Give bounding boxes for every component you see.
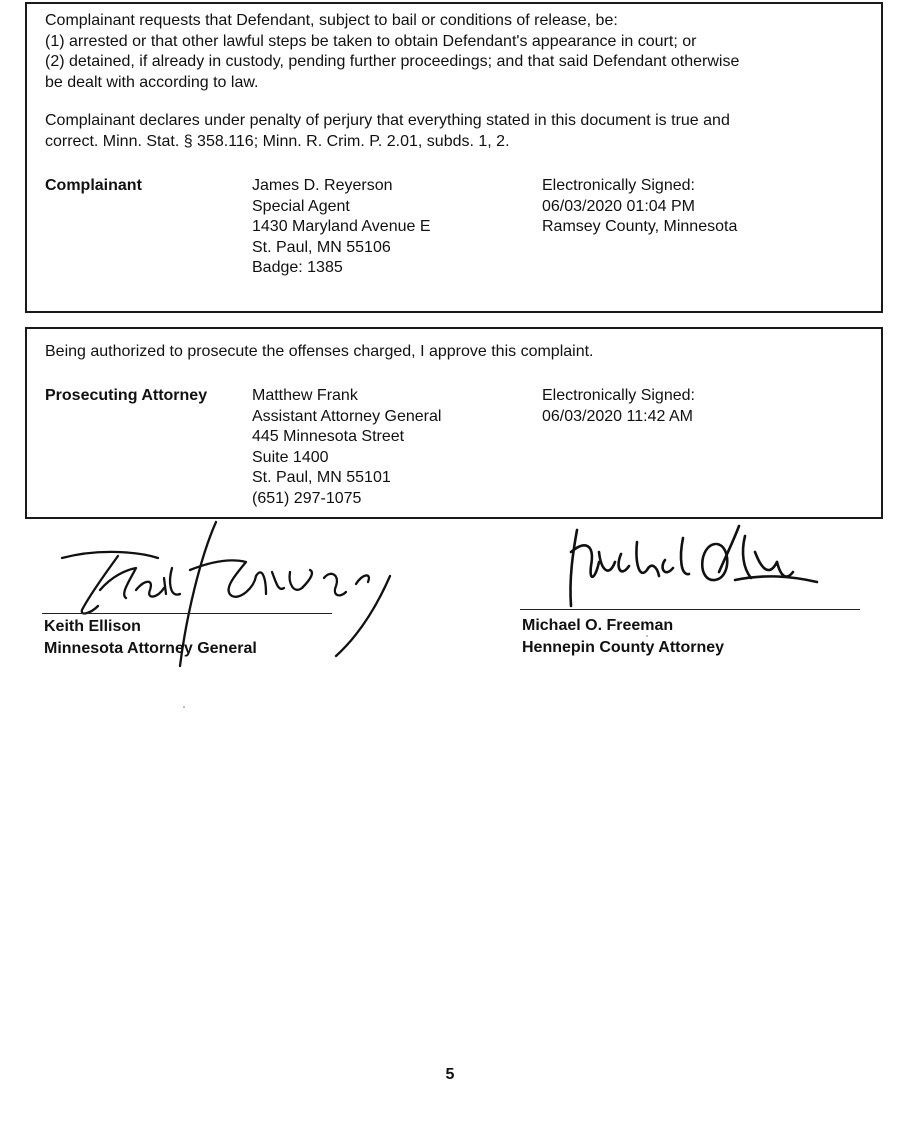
complainant-city: St. Paul, MN 55106: [252, 238, 391, 256]
approval-text: Being authorized to prosecute the offenses charged, I approve this complaint.: [45, 343, 594, 360]
declaration-line: Complainant declares under penalty of perjury that everything stated in this document is true and: [45, 112, 730, 129]
prosecutor-e-signature: [542, 386, 695, 427]
request-line: (1) arrested or that other lawful steps be taken to obtain Defendant's appearance in court; or: [45, 32, 697, 50]
prosecutor-phone: (651) 297-1075: [252, 489, 362, 507]
keith-ellison-title: Minnesota Attorney General: [44, 640, 257, 657]
prosecuting-attorney-label: Prosecuting Attorney: [45, 387, 208, 404]
michael-freeman-title: Hennepin County Attorney: [522, 639, 725, 656]
keith-ellison-name: Keith Ellison: [44, 618, 141, 635]
prosecutor-title: Assistant Attorney General: [252, 407, 442, 425]
page-number: 5: [445, 1066, 455, 1083]
e-signed-location: Ramsey County, Minnesota: [542, 218, 738, 235]
complainant-street: 1430 Maryland Avenue E: [252, 218, 431, 235]
scan-speck: [646, 635, 648, 637]
michael-freeman-name: Michael O. Freeman: [522, 617, 674, 634]
prosecutor-details: [252, 386, 441, 509]
signature-line-left: [42, 613, 332, 614]
e-signed-label: Electronically Signed:: [542, 387, 695, 404]
prosecutor-section: [25, 327, 883, 519]
complainant-badge: Badge: 1385: [252, 259, 343, 276]
complainant-details: [252, 176, 431, 279]
e-signed-timestamp: 06/03/2020 01:04 PM: [542, 197, 696, 215]
prosecutor-city: St. Paul, MN 55101: [252, 469, 391, 486]
e-signed-timestamp: 06/03/2020 11:42 AM: [542, 407, 693, 425]
prosecutor-name: Matthew Frank: [252, 387, 358, 404]
complainant-title: Special Agent: [252, 197, 350, 215]
request-paragraph: [45, 11, 860, 93]
request-line: Complainant requests that Defendant, subject to bail or conditions of release, be:: [45, 12, 618, 29]
complainant-label: Complainant: [45, 177, 142, 194]
complainant-name: James D. Reyerson: [252, 177, 393, 194]
declaration-line: correct. Minn. Stat. § 358.116; Minn. R. Crim. P. 2.01, subds. 1, 2.: [45, 132, 510, 150]
declaration-paragraph: [45, 111, 860, 152]
signature-line-right: [520, 609, 860, 610]
complainant-e-signature: [542, 176, 737, 238]
e-signed-label: Electronically Signed:: [542, 177, 695, 194]
michael-freeman-signature-image: [555, 522, 845, 612]
prosecutor-suite: Suite 1400: [252, 448, 329, 466]
request-line: be dealt with according to law.: [45, 73, 259, 91]
request-line: (2) detained, if already in custody, pending further proceedings; and that said Defendant otherwise: [45, 53, 740, 70]
scan-speck: [183, 706, 185, 708]
prosecutor-street: 445 Minnesota Street: [252, 428, 405, 445]
complainant-section: [25, 2, 883, 313]
